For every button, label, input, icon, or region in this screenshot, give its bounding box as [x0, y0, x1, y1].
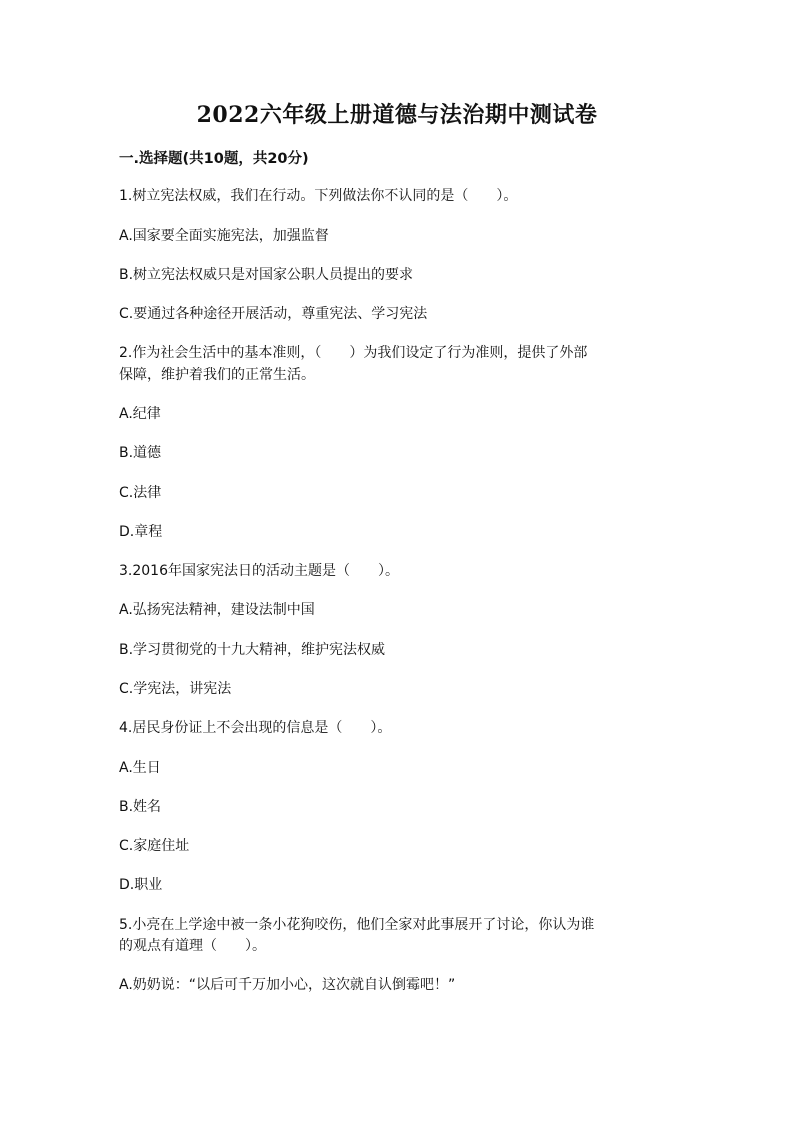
question-5-stem-line-2: 的观点有道理（ ）。 [119, 938, 266, 954]
question-4-stem: 4.居民身份证上不会出现的信息是（ ）。 [119, 720, 392, 736]
question-2-option-c: C.法律 [119, 485, 162, 501]
question-2-stem-line-1: 2.作为社会生活中的基本准则，（ ）为我们设定了行为准则，提供了外部 [119, 345, 588, 361]
question-5-option-a: A.奶奶说：“以后可千万加小心，这次就自认倒霉吧！” [119, 977, 456, 993]
question-3-option-a: A.弘扬宪法精神，建设法制中国 [119, 602, 315, 618]
question-1-option-a: A.国家要全面实施宪法，加强监督 [119, 228, 329, 244]
section-heading: 一.选择题(共10题，共20分) [119, 151, 309, 167]
question-2-option-d: D.章程 [119, 524, 163, 540]
question-2-stem-line-2: 保障，维护着我们的正常生活。 [119, 367, 315, 383]
page-title: 2022六年级上册道德与法治期中测试卷 [196, 102, 598, 128]
question-5-stem-line-1: 5.小亮在上学途中被一条小花狗咬伤，他们全家对此事展开了讨论，你认为谁 [119, 917, 595, 933]
question-3-stem: 3.2016年国家宪法日的活动主题是（ ）。 [119, 563, 399, 579]
question-4-option-c: C.家庭住址 [119, 838, 190, 854]
question-3-option-c: C.学宪法，讲宪法 [119, 681, 232, 697]
question-4-option-b: B.姓名 [119, 799, 162, 815]
question-1-option-c: C.要通过各种途径开展活动，尊重宪法、学习宪法 [119, 306, 428, 322]
question-2-option-b: B.道德 [119, 445, 162, 461]
question-2-option-a: A.纪律 [119, 406, 161, 422]
question-4-option-a: A.生日 [119, 760, 161, 776]
question-1-option-b: B.树立宪法权威只是对国家公职人员提出的要求 [119, 267, 414, 283]
question-1-stem: 1.树立宪法权威，我们在行动。下列做法你不认同的是（ ）。 [119, 188, 518, 204]
question-3-option-b: B.学习贯彻党的十九大精神，维护宪法权威 [119, 642, 386, 658]
question-4-option-d: D.职业 [119, 877, 163, 893]
